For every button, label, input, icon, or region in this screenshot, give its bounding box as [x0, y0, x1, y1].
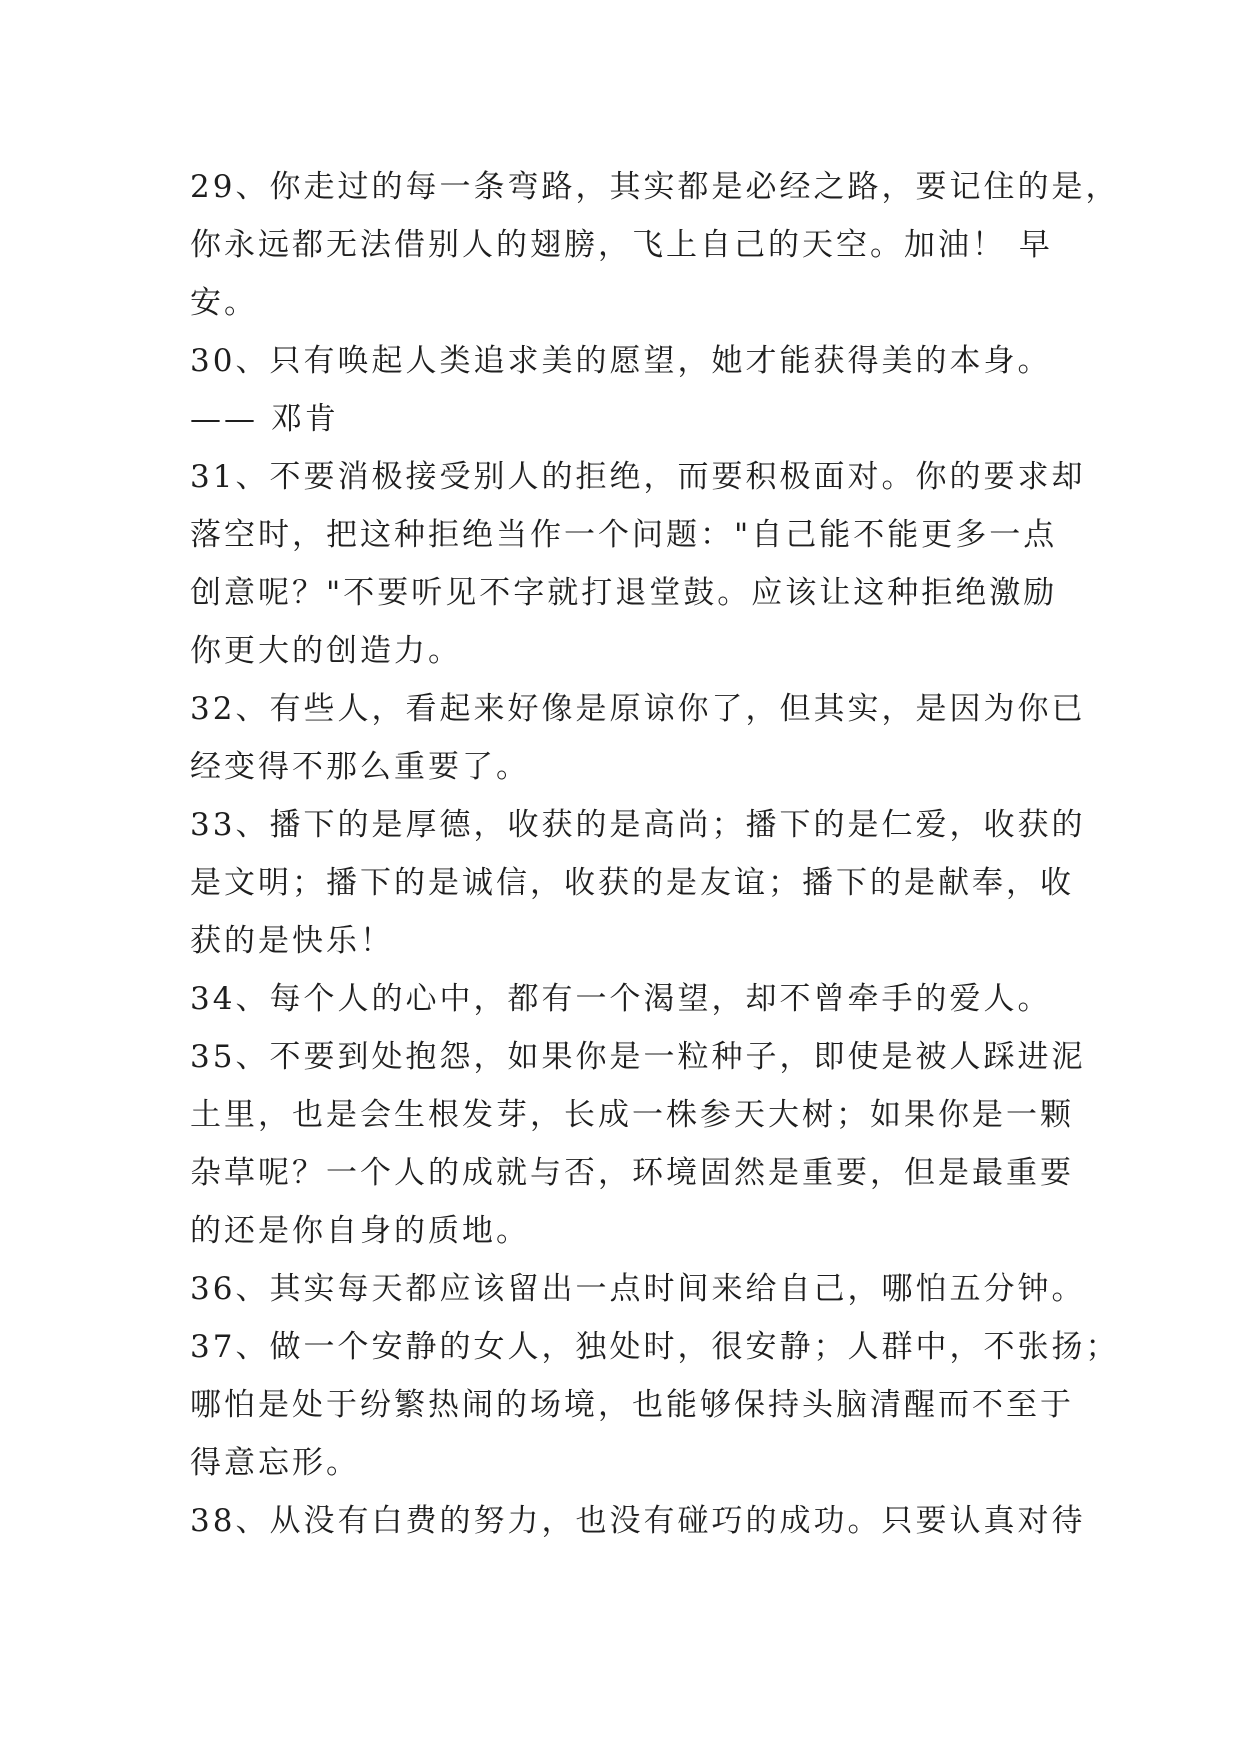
- text-line: 得意忘形。: [190, 1445, 360, 1481]
- text-line: 31、不要消极接受别人的拒绝，而要积极面对。你的要求却: [190, 459, 1086, 495]
- text-line: 你永远都无法借别人的翅膀，飞上自己的天空。加油！ 早: [190, 227, 1053, 263]
- text-line: 的还是你自身的质地。: [190, 1213, 530, 1249]
- text-line: 是文明；播下的是诚信，收获的是友谊；播下的是献奉，收: [190, 865, 1074, 901]
- text-line: 30、只有唤起人类追求美的愿望，她才能获得美的本身。: [190, 343, 1052, 379]
- text-line: 安。: [190, 285, 258, 321]
- text-line: 获的是快乐！: [190, 923, 394, 959]
- text-line: 土里，也是会生根发芽，长成一株参天大树；如果你是一颗: [190, 1097, 1074, 1133]
- text-line: 你更大的创造力。: [190, 633, 462, 669]
- document-body: [190, 158, 1120, 1550]
- text-line: 哪怕是处于纷繁热闹的场境，也能够保持头脑清醒而不至于: [190, 1387, 1074, 1423]
- text-line: —— 邓肯: [190, 401, 339, 437]
- text-line: 32、有些人，看起来好像是原谅你了，但其实，是因为你已: [190, 691, 1086, 727]
- text-line: 34、每个人的心中，都有一个渴望，却不曾牵手的爱人。: [190, 981, 1052, 1017]
- text-line: 经变得不那么重要了。: [190, 749, 530, 785]
- text-line: 创意呢？"不要听见不字就打退堂鼓。应该让这种拒绝激励: [190, 575, 1058, 611]
- text-line: 落空时，把这种拒绝当作一个问题："自己能不能更多一点: [190, 517, 1058, 553]
- text-line: 37、做一个安静的女人，独处时，很安静；人群中，不张扬；: [190, 1329, 1120, 1365]
- text-line: 33、播下的是厚德，收获的是高尚；播下的是仁爱，收获的: [190, 807, 1086, 843]
- text-line: 35、不要到处抱怨，如果你是一粒种子，即使是被人踩进泥: [190, 1039, 1086, 1075]
- text-line: 杂草呢？一个人的成就与否，环境固然是重要，但是最重要: [190, 1155, 1074, 1191]
- text-line: 38、从没有白费的努力，也没有碰巧的成功。只要认真对待: [190, 1503, 1086, 1539]
- text-line: 29、你走过的每一条弯路，其实都是必经之路，要记住的是，: [190, 169, 1120, 205]
- text-line: 36、其实每天都应该留出一点时间来给自己，哪怕五分钟。: [190, 1271, 1086, 1307]
